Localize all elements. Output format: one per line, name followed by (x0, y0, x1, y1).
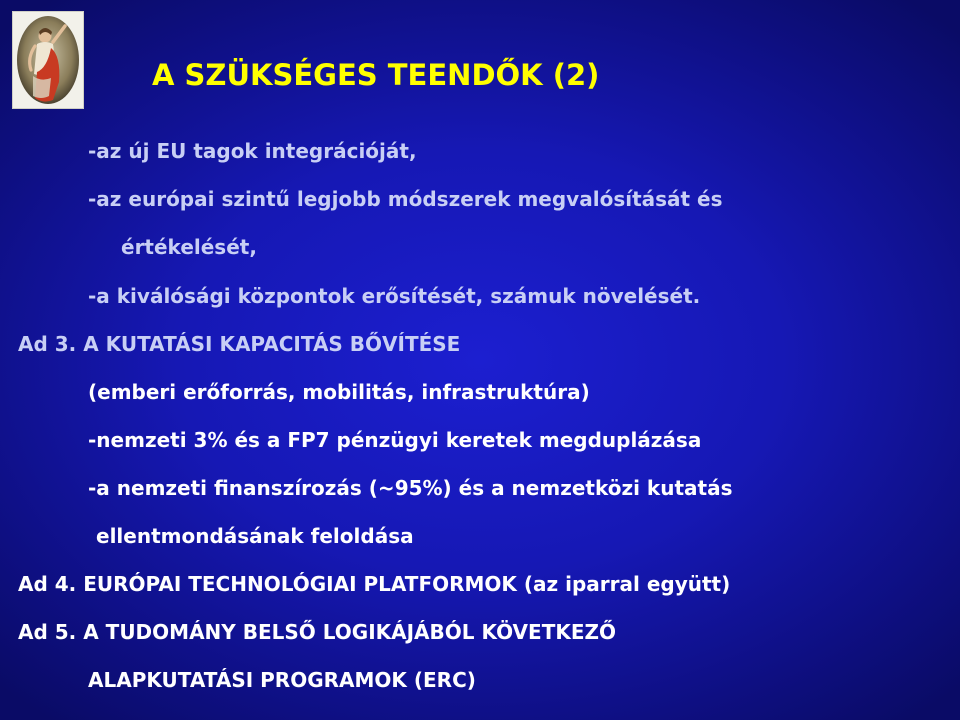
slide-title: A SZÜKSÉGES TEENDŐK (2) (152, 58, 600, 92)
ad3-item-2-cont: ellentmondásának feloldása (96, 524, 414, 548)
heading-ad5: Ad 5. A TUDOMÁNY BELSŐ LOGIKÁJÁBÓL KÖVETKEZŐ (18, 620, 616, 644)
bullet-line-2-cont: értékelését, (121, 235, 257, 259)
ad3-item-1: -nemzeti 3% és a FP7 pénzügyi keretek megduplázása (88, 428, 702, 452)
heading-ad4: Ad 4. EURÓPAI TECHNOLÓGIAI PLATFORMOK (az iparral együtt) (18, 572, 731, 596)
heading-ad3: Ad 3. A KUTATÁSI KAPACITÁS BŐVÍTÉSE (18, 332, 461, 356)
bullet-line-1: -az új EU tagok integrációját, (88, 139, 417, 163)
bullet-line-3: -a kiválósági központok erősítését, számuk növelését. (88, 284, 701, 308)
portrait-painting-icon (12, 11, 84, 109)
ad3-item-2: -a nemzeti finanszírozás (~95%) és a nemzetközi kutatás (88, 476, 733, 500)
bullet-line-2: -az európai szintű legjobb módszerek megvalósítását és (88, 187, 723, 211)
ad3-subtitle: (emberi erőforrás, mobilitás, infrastruktúra) (88, 380, 590, 404)
heading-ad5-cont: ALAPKUTATÁSI PROGRAMOK (ERC) (88, 668, 476, 692)
